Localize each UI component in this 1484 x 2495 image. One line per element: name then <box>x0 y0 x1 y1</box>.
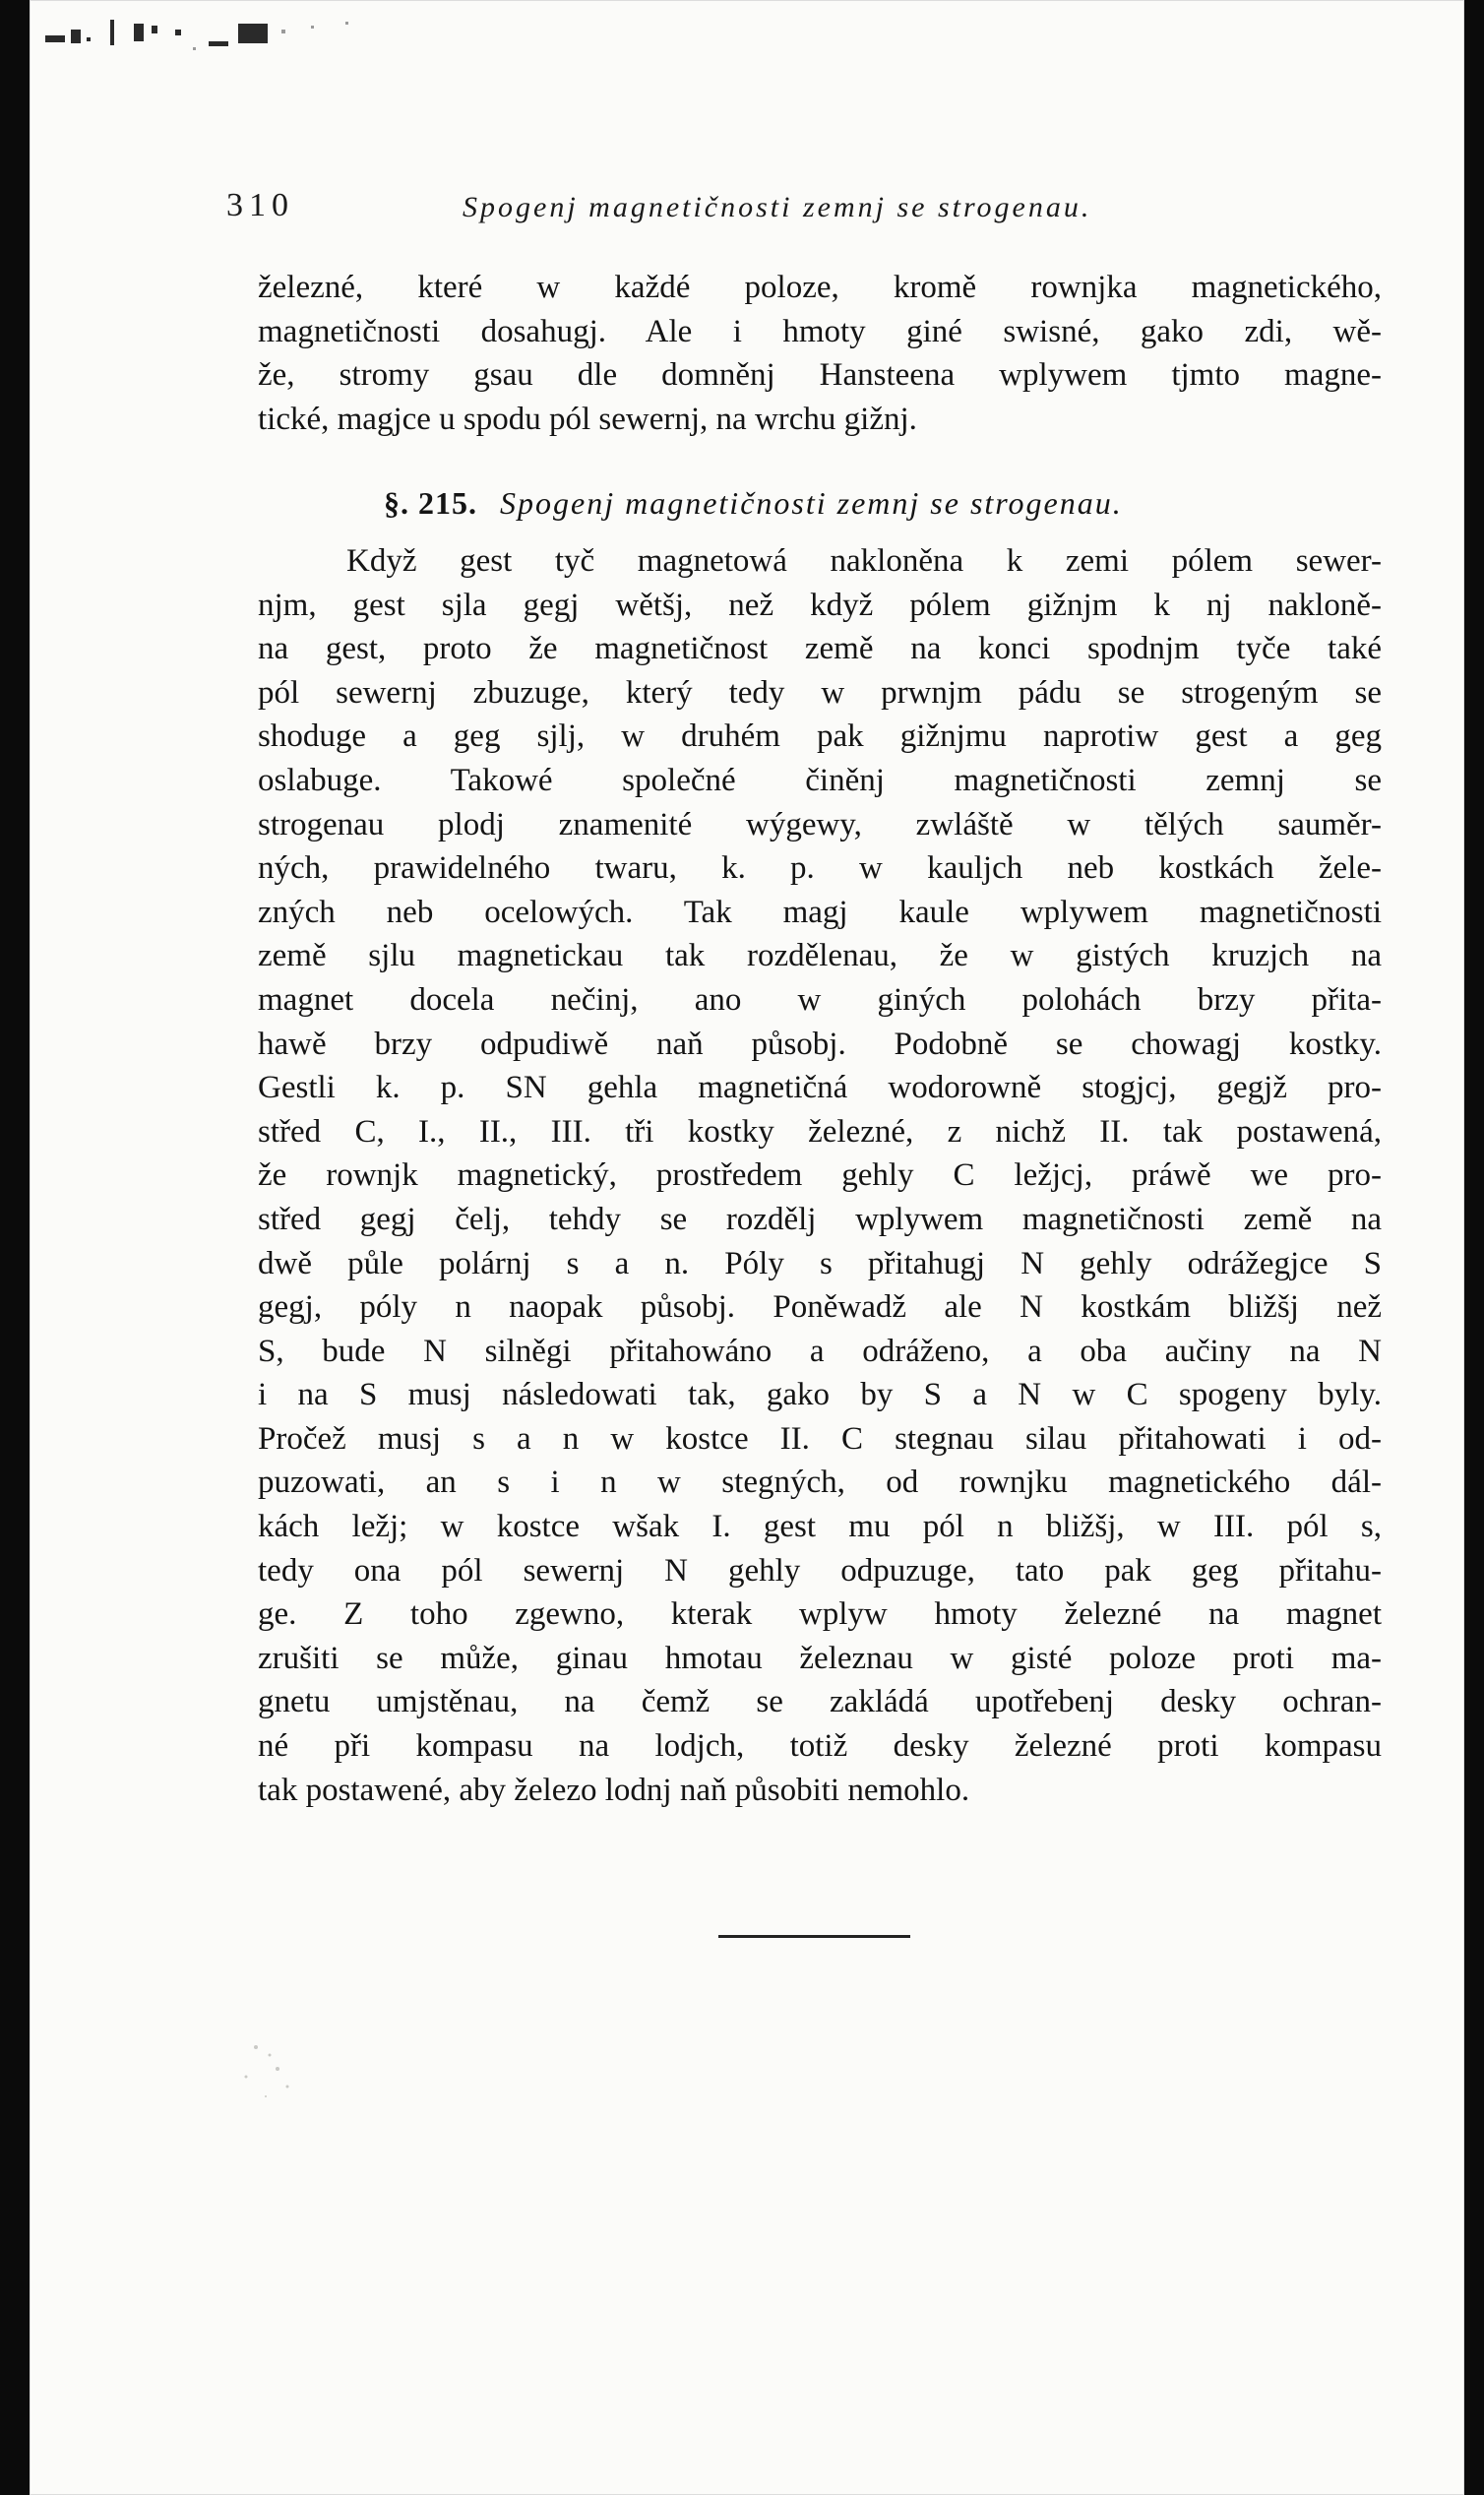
text-line: pól sewernj zbuzuge, který tedy w prwnjm pádu se strogeným se <box>258 674 1382 711</box>
text-line: hawě brzy odpudiwě naň působj. Podobně se chowagj kostky. <box>258 1026 1382 1062</box>
text-line: magnet docela nečinj, ano w giných polohách brzy přita- <box>258 981 1382 1018</box>
text-line: zrušiti se může, ginau hmotau železnau w gisté poloze proti ma- <box>258 1640 1382 1676</box>
paragraph-intro <box>258 266 1382 441</box>
book-page <box>30 0 1464 2495</box>
text-line: i na S musj následowati tak, gako by S a N w C spogeny byly. <box>258 1377 1382 1413</box>
end-rule <box>718 1935 910 1938</box>
running-title: Spogenj magnetičnosti zemnj se strogenau. <box>463 191 1092 223</box>
text-line: tedy ona pól sewernj N gehly odpuzuge, tato pak geg přitahu- <box>258 1552 1382 1589</box>
paragraph-main <box>258 539 1382 1812</box>
text-line: magnetičnosti dosahugj. Ale i hmoty giné swisné, gako zdi, wě- <box>258 313 1382 349</box>
section-heading <box>384 485 1123 522</box>
text-line: zných neb ocelowých. Tak magj kaule wplywem magnetičnosti <box>258 894 1382 930</box>
text-line: strogenau plodj znamenité wýgewy, zwláště w tělých sauměr- <box>258 806 1382 842</box>
section-title: Spogenj magnetičnosti zemnj se strogenau. <box>500 485 1123 521</box>
text-line: njm, gest sjla gegj wětšj, než když pólem gižnjm k nj nakloně- <box>258 587 1382 623</box>
page-number: 310 <box>226 187 294 223</box>
text-line: země sjlu magnetickau tak rozdělenau, že w gistých kruzjch na <box>258 938 1382 974</box>
text-line: puzowati, an s i n w stegných, od rownjku magnetického dál- <box>258 1465 1382 1501</box>
scan-specks <box>35 8 449 67</box>
text-line: střed C, I., II., III. tři kostky železné, z nichž II. tak postawená, <box>258 1113 1382 1150</box>
text-line: že rownjk magnetický, prostředem gehly C ležjcj, práwě we pro- <box>258 1157 1382 1194</box>
text-line: né při kompasu na lodjch, totiž desky železné proti kompasu <box>258 1728 1382 1765</box>
section-number: §. 215. <box>384 485 477 521</box>
page-header <box>226 187 1210 230</box>
text-line: gnetu umjstěnau, na čemž se zakládá upotřebenj desky ochran- <box>258 1684 1382 1720</box>
text-line: kách ležj; w kostce wšak I. gest mu pól n bližšj, w III. pól s, <box>258 1509 1382 1545</box>
scan-smudge <box>226 2008 335 2116</box>
text-line: ných, prawidelného twaru, k. p. w kauljch neb kostkách žele- <box>258 850 1382 887</box>
text-line: S, bude N silněgi přitahowáno a odráženo, a oba aučiny na N <box>258 1333 1382 1369</box>
text-line: gegj, póly n naopak působj. Poněwadž ale N kostkám bližšj než <box>258 1289 1382 1326</box>
text-line: na gest, proto že magnetičnost země na konci spodnjm tyče také <box>258 631 1382 667</box>
text-line: železné, které w každé poloze, kromě rownjka magnetického, <box>258 270 1382 305</box>
text-line: Pročež musj s a n w kostce II. C stegnau silau přitahowati i od- <box>258 1420 1382 1457</box>
text-line: oslabuge. Takowé společné činěnj magnetičnosti zemnj se <box>258 762 1382 798</box>
text-line: ge. Z toho zgewno, kterak wplyw hmoty železné na magnet <box>258 1596 1382 1633</box>
text-line: tak postawené, aby železo lodnj naň působiti nemohlo. <box>258 1772 970 1808</box>
text-line: střed gegj čelj, tehdy se rozdělj wplywem magnetičnosti země na <box>258 1201 1382 1237</box>
text-line: Gestli k. p. SN gehla magnetičná wodorowně stogjcj, gegjž pro- <box>258 1070 1382 1106</box>
text-line: Když gest tyč magnetowá nakloněna k zemi pólem sewer- <box>346 543 1382 579</box>
text-line: dwě půle polárnj s a n. Póly s přitahugj N gehly odrážegjce S <box>258 1245 1382 1281</box>
text-line: shoduge a geg sjlj, w druhém pak gižnjmu naprotiw gest a geg <box>258 718 1382 755</box>
text-line: že, stromy gsau dle domněnj Hansteena wplywem tjmto magne- <box>258 357 1382 394</box>
scan-border-right <box>1464 0 1484 2495</box>
text-line: tické, magjce u spodu pól sewernj, na wrchu gižnj. <box>258 401 917 437</box>
